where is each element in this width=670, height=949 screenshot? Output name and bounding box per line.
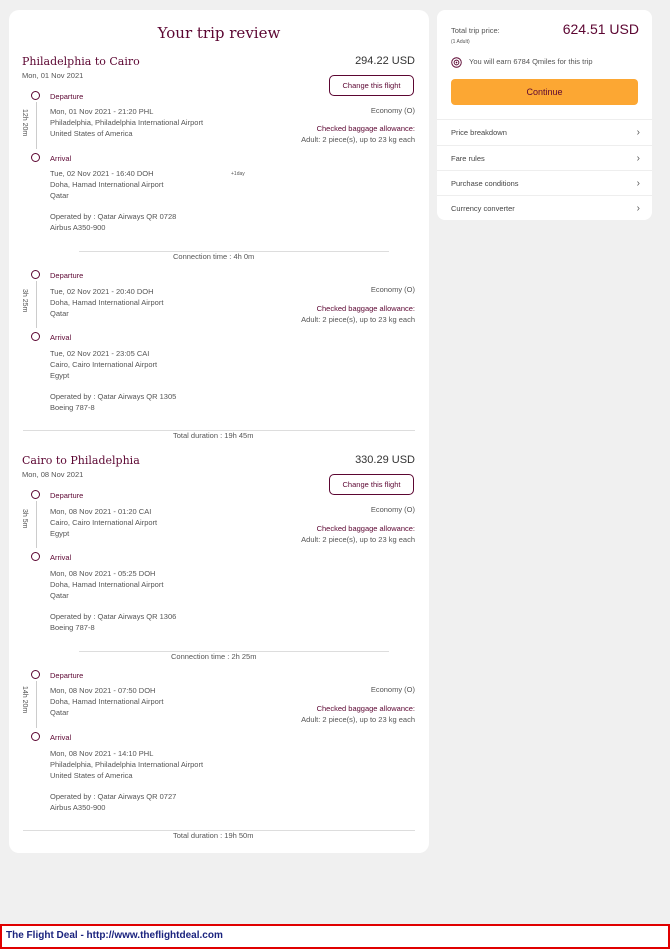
total-duration: Total duration : 19h 50m — [167, 825, 259, 843]
dep-time: Mon, 01 Nov 2021 - 21:20 PHL — [50, 107, 154, 116]
arrival-dot-icon — [31, 153, 40, 162]
continue-button[interactable]: Continue — [451, 79, 638, 105]
arr-country: Egypt — [50, 371, 70, 380]
timeline-line — [36, 501, 37, 548]
passenger-count: (1 Adult) — [451, 39, 470, 45]
arrival-dot-icon — [31, 332, 40, 341]
chevron-right-icon: › — [636, 203, 640, 214]
arr-time: Tue, 02 Nov 2021 - 16:40 DOH — [50, 169, 154, 178]
segment-duration: 3h 5m — [21, 509, 28, 529]
leg-2-title: Cairo to Philadelphia — [22, 454, 140, 467]
total-duration: Total duration : 19h 45m — [167, 425, 259, 443]
departure-label: Departure — [50, 491, 84, 500]
dep-airport: Doha, Hamad International Airport — [50, 298, 164, 307]
segment-duration: 12h 20m — [21, 109, 28, 137]
chevron-right-icon: › — [636, 127, 640, 138]
timeline-line — [36, 281, 37, 328]
footer-banner — [0, 924, 670, 949]
arr-time: Mon, 08 Nov 2021 - 14:10 PHL — [50, 749, 154, 758]
arrival-label: Arrival — [50, 553, 72, 562]
baggage-value: Adult: 2 piece(s), up to 23 kg each — [301, 135, 415, 144]
arrival-label: Arrival — [50, 333, 72, 342]
page-title: Your trip review — [157, 24, 281, 42]
operated-by: Operated by : Qatar Airways QR 0727 — [50, 792, 177, 801]
baggage-value: Adult: 2 piece(s), up to 23 kg each — [301, 535, 415, 544]
price-summary-card — [437, 10, 652, 220]
cabin-class: Economy (O) — [370, 505, 415, 514]
arrival-label: Arrival — [50, 154, 72, 163]
dep-country: Qatar — [50, 708, 69, 717]
dep-time: Tue, 02 Nov 2021 - 20:40 DOH — [50, 287, 154, 296]
baggage-label: Checked baggage allowance: — [316, 524, 415, 533]
currency-converter-link[interactable]: Currency converter › — [437, 195, 652, 221]
dep-time: Mon, 08 Nov 2021 - 01:20 CAI — [50, 507, 152, 516]
trip-review-card — [9, 10, 429, 853]
total-price: 624.51 USD — [562, 21, 639, 37]
price-breakdown-link[interactable]: Price breakdown › — [437, 119, 652, 145]
arr-country: Qatar — [50, 191, 69, 200]
dep-country: Egypt — [50, 529, 70, 538]
change-flight-button[interactable]: Change this flight — [329, 75, 414, 96]
aircraft: Boeing 787-8 — [50, 403, 95, 412]
arr-airport: Doha, Hamad International Airport — [50, 580, 164, 589]
cabin-class: Economy (O) — [370, 285, 415, 294]
baggage-label: Checked baggage allowance: — [316, 704, 415, 713]
connection-time: Connection time : 2h 25m — [165, 646, 262, 664]
segment-duration: 14h 20m — [21, 686, 28, 714]
dep-airport: Cairo, Cairo International Airport — [50, 518, 158, 527]
leg-1-title: Philadelphia to Cairo — [22, 55, 140, 68]
segment-duration: 3h 25m — [21, 289, 28, 313]
dep-country: Qatar — [50, 309, 69, 318]
dep-country: United States of America — [50, 129, 133, 138]
departure-dot-icon — [31, 490, 40, 499]
total-price-label: Total trip price: — [451, 26, 500, 35]
dep-airport: Philadelphia, Philadelphia International Airport — [50, 118, 204, 127]
departure-label: Departure — [50, 671, 84, 680]
aircraft: Airbus A350-900 — [50, 803, 106, 812]
connection-time: Connection time : 4h 0m — [167, 246, 260, 264]
operated-by: Operated by : Qatar Airways QR 1305 — [50, 392, 177, 401]
arr-airport: Doha, Hamad International Airport — [50, 180, 164, 189]
operated-by: Operated by : Qatar Airways QR 0728 — [50, 212, 177, 221]
arrival-dot-icon — [31, 552, 40, 561]
leg-1-date: Mon, 01 Nov 2021 — [22, 71, 84, 80]
arr-time: Tue, 02 Nov 2021 - 23:05 CAI — [50, 349, 150, 358]
fare-rules-link[interactable]: Fare rules › — [437, 145, 652, 171]
plus-day-badge: +1day — [231, 171, 245, 177]
change-flight-button[interactable]: Change this flight — [329, 474, 414, 495]
arr-time: Mon, 08 Nov 2021 - 05:25 DOH — [50, 569, 156, 578]
arr-country: United States of America — [50, 771, 133, 780]
departure-dot-icon — [31, 270, 40, 279]
cabin-class: Economy (O) — [370, 106, 415, 115]
baggage-value: Adult: 2 piece(s), up to 23 kg each — [301, 715, 415, 724]
leg-2-date: Mon, 08 Nov 2021 — [22, 470, 84, 479]
departure-dot-icon — [31, 91, 40, 100]
qmiles-text: You will earn 6784 Qmiles for this trip — [469, 57, 593, 66]
cabin-class: Economy (O) — [370, 685, 415, 694]
arr-airport: Philadelphia, Philadelphia International Airport — [50, 760, 204, 769]
timeline-line — [36, 681, 37, 728]
arrival-dot-icon — [31, 732, 40, 741]
timeline-line — [36, 102, 37, 149]
arr-country: Qatar — [50, 591, 69, 600]
dep-time: Mon, 08 Nov 2021 - 07:50 DOH — [50, 686, 156, 695]
aircraft: Boeing 787-8 — [50, 623, 95, 632]
footer-text[interactable]: The Flight Deal - http://www.theflightdeal.com — [6, 930, 223, 941]
operated-by: Operated by : Qatar Airways QR 1306 — [50, 612, 177, 621]
departure-label: Departure — [50, 92, 84, 101]
leg-2-price: 330.29 USD — [355, 454, 415, 466]
leg-1-price: 294.22 USD — [355, 55, 415, 67]
aircraft: Airbus A350-900 — [50, 223, 106, 232]
purchase-conditions-link[interactable]: Purchase conditions › — [437, 170, 652, 196]
departure-label: Departure — [50, 271, 84, 280]
qmiles-target-icon — [451, 55, 462, 66]
dep-airport: Doha, Hamad International Airport — [50, 697, 164, 706]
baggage-label: Checked baggage allowance: — [316, 124, 415, 133]
baggage-label: Checked baggage allowance: — [316, 304, 415, 313]
departure-dot-icon — [31, 670, 40, 679]
baggage-value: Adult: 2 piece(s), up to 23 kg each — [301, 315, 415, 324]
chevron-right-icon: › — [636, 178, 640, 189]
arrival-label: Arrival — [50, 733, 72, 742]
arr-airport: Cairo, Cairo International Airport — [50, 360, 158, 369]
chevron-right-icon: › — [636, 153, 640, 164]
